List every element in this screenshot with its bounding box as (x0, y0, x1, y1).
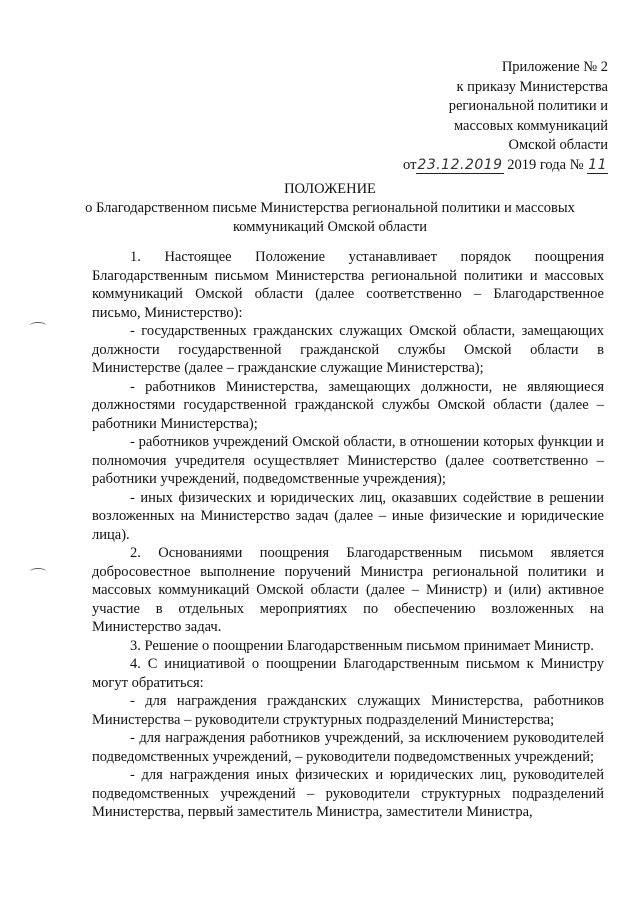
handwritten-number: 11 (588, 156, 607, 173)
document-title (60, 180, 600, 237)
list-item: - для награждения иных физических и юридических лиц, руководителей подведомственных учреждений – руководители структурных подразделений Министерства, первый заместитель Министра, заместители Министра, (92, 767, 604, 820)
scan-margin-mark (30, 322, 46, 329)
list-item: - иных физических и юридических лиц, оказавших содействие в решении возложенных на Министерство задач (далее – иные физические и юридические лица). (92, 489, 604, 543)
appendix-header (358, 58, 608, 175)
appendix-line-2: к приказу Министерства (456, 78, 608, 95)
handwritten-date: 23.12.2019 (417, 156, 503, 173)
appendix-number: Приложение № 2 (501, 59, 608, 75)
paragraph-1: 1. Настоящее Положение устанавливает порядок поощрения Благодарственным письмом Министерства региональной политики и массовых коммуникаций Омской области (далее соответственно – Благодарственное письмо, Министерство): (92, 249, 604, 321)
appendix-line-4: массовых коммуникаций (453, 117, 608, 134)
title-heading: ПОЛОЖЕНИЕ (284, 181, 376, 197)
paragraph-4: 4. С инициативой о поощрении Благодарственным письмом к Министру могут обратиться: (92, 656, 604, 691)
paragraph-2: 2. Основаниями поощрения Благодарственным письмом является добросовестное выполнение поручений Министра региональной политики и массовых коммуникаций Омской области (далее – Министр) и (или) активное участие в отдельных мероприятиях по обеспечению возложенных на Министерство задач. (92, 545, 604, 635)
paragraph-3: 3. Решение о поощрении Благодарственным письмом принимает Министр. (130, 637, 594, 654)
order-date-line (358, 156, 608, 176)
list-item: - государственных гражданских служащих Омской области, замещающих должности государственной гражданской службы Омской области в Министерстве (далее – гражданские служащие Министерства); (92, 323, 604, 376)
from-label: от (403, 156, 417, 173)
document-body (92, 248, 604, 822)
list-item: - работников учреждений Омской области, в отношении которых функции и полномочия учредителя осуществляет Министерство (далее соответственно – работники учреждений, подведомственные учреждения); (92, 434, 604, 487)
year-label: 2019 года № (507, 156, 584, 173)
appendix-line-3: региональной политики и (448, 98, 608, 114)
title-subtitle: о Благодарственном письме Министерства региональной политики и массовых коммуникаций Омской области (85, 200, 575, 235)
scan-margin-mark (30, 568, 46, 575)
list-item: - работников Министерства, замещающих должности, не являющиеся должностями государственной гражданской службы Омской области (далее – работники Министерства); (92, 378, 604, 432)
appendix-line-5: Омской области (508, 137, 608, 153)
list-item: - для награждения работников учреждений, за исключением руководителей подведомственных учреждений, – руководители подведомственных учреждений; (92, 730, 604, 765)
list-item: - для награждения гражданских служащих Министерства, работников Министерства – руководители структурных подразделений Министерства; (92, 693, 604, 728)
